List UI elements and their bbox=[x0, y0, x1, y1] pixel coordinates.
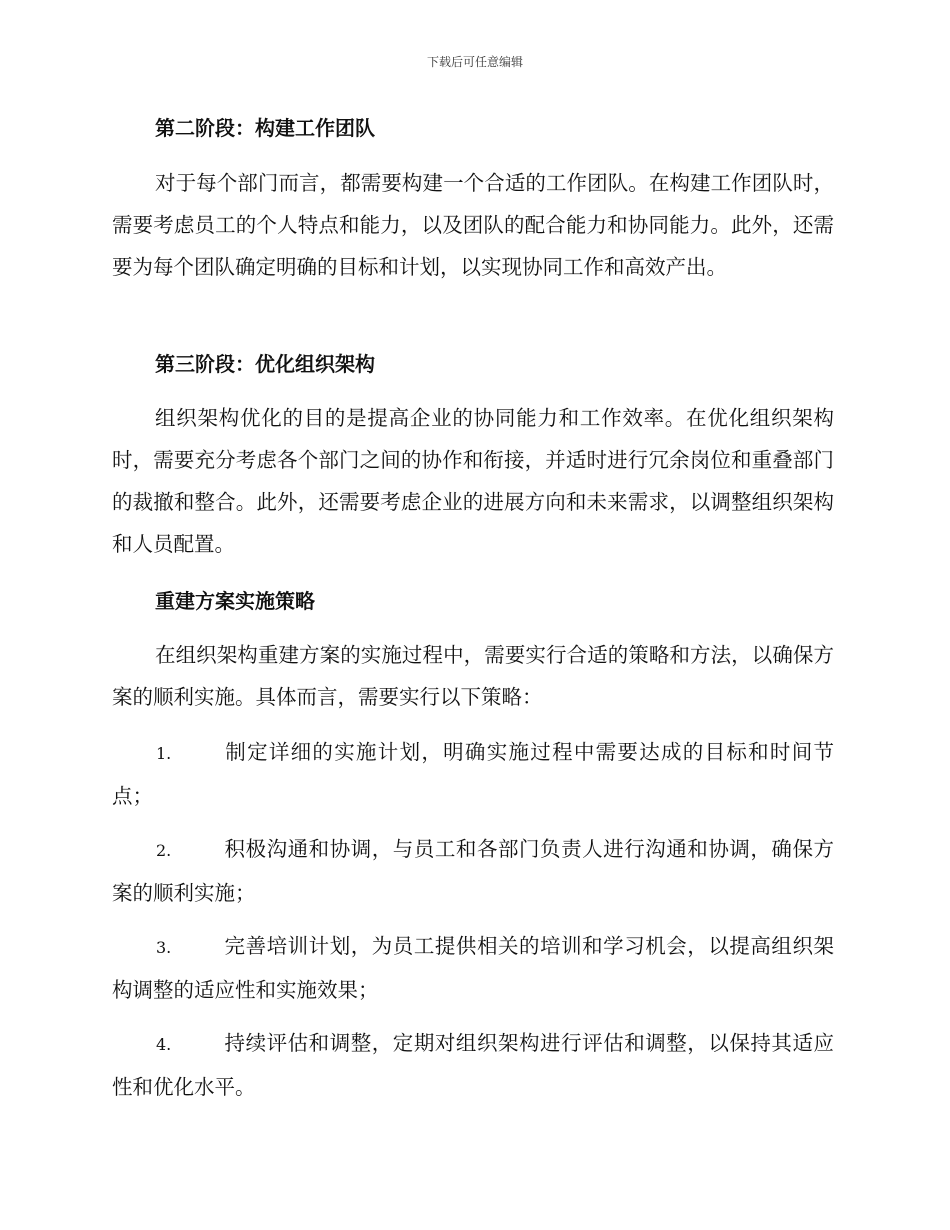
section-heading-optimize: 第三阶段：优化组织架构 bbox=[155, 352, 375, 376]
list-item-text: 制定详细的实施计划，明确实施过程中需要达成的目标和时间节点； bbox=[112, 740, 834, 808]
section-paragraph-optimize: 组织架构优化的目的是提高企业的协同能力和工作效率。在优化组织架构时，需要充分考虑各个部门之间的协作和衔接，并适时进行冗余岗位和重叠部门的裁撤和整合。此外，还需要考虑企业的进展方向和未来需求，以调整组织架构和人员配置。 bbox=[112, 406, 834, 556]
list-item-number: 1. bbox=[156, 744, 172, 763]
section-heading-team: 第二阶段：构建工作团队 bbox=[155, 116, 375, 140]
list-item bbox=[112, 925, 834, 1011]
list-item-number: 3. bbox=[156, 938, 172, 957]
list-item bbox=[112, 828, 834, 914]
list-item-text: 积极沟通和协调，与员工和各部门负责人进行沟通和协调，确保方案的顺利实施； bbox=[112, 837, 834, 905]
list-item-text: 持续评估和调整，定期对组织架构进行评估和调整，以保持其适应性和优化水平。 bbox=[112, 1031, 834, 1099]
section-paragraph-team: 对于每个部门而言，都需要构建一个合适的工作团队。在构建工作团队时，需要考虑员工的个人特点和能力，以及团队的配合能力和协同能力。此外，还需要为每个团队确定明确的目标和计划，以实现协同工作和高效产出。 bbox=[112, 171, 834, 279]
page-header: 下载后可任意编辑 bbox=[426, 55, 523, 69]
list-item-number: 4. bbox=[156, 1035, 172, 1054]
list-item-text: 完善培训计划，为员工提供相关的培训和学习机会，以提高组织架构调整的适应性和实施效果； bbox=[112, 934, 834, 1002]
list-item bbox=[112, 1022, 834, 1108]
section-paragraph-strategy: 在组织架构重建方案的实施过程中，需要实行合适的策略和方法，以确保方案的顺利实施。具体而言，需要实行以下策略： bbox=[112, 643, 834, 709]
list-item-number: 2. bbox=[156, 841, 172, 860]
section-heading-strategy: 重建方案实施策略 bbox=[155, 589, 315, 613]
list-item bbox=[112, 731, 834, 817]
